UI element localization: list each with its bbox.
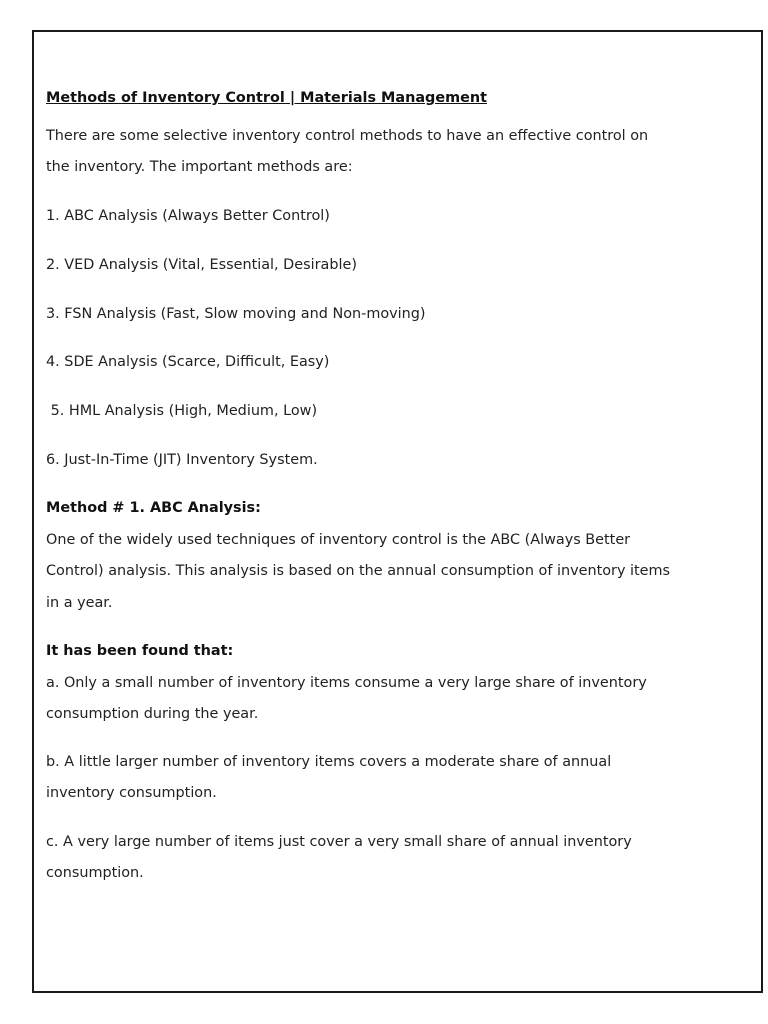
- finding-b-line-1: b. A little larger number of inventory items covers a moderate share of annual: [46, 754, 612, 770]
- page-title: Methods of Inventory Control | Materials Management: [46, 90, 487, 106]
- finding-a-line-2: consumption during the year.: [46, 706, 259, 722]
- intro-line-2: the inventory. The important methods are:: [46, 159, 353, 175]
- finding-c-line-2: consumption.: [46, 865, 144, 881]
- method-item-5: 5. HML Analysis (High, Medium, Low): [46, 403, 318, 419]
- method-item-3: 3. FSN Analysis (Fast, Slow moving and Non-moving): [46, 306, 426, 322]
- method-item-4: 4. SDE Analysis (Scarce, Difficult, Easy): [46, 354, 330, 370]
- method-item-6: 6. Just-In-Time (JIT) Inventory System.: [46, 452, 318, 468]
- finding-c-line-1: c. A very large number of items just cover a very small share of annual inventory: [46, 834, 632, 850]
- findings-heading: It has been found that:: [46, 643, 234, 659]
- method-item-1: 1. ABC Analysis (Always Better Control): [46, 208, 330, 224]
- section-body-line-1: One of the widely used techniques of inventory control is the ABC (Always Better: [46, 532, 631, 548]
- section-heading: Method # 1. ABC Analysis:: [46, 500, 261, 516]
- section-body-line-2: Control) analysis. This analysis is based on the annual consumption of inventory items: [46, 563, 671, 579]
- intro-line-1: There are some selective inventory control methods to have an effective control on: [46, 128, 649, 144]
- section-body-line-3: in a year.: [46, 595, 113, 611]
- method-item-2: 2. VED Analysis (Vital, Essential, Desirable): [46, 257, 357, 273]
- finding-a-line-1: a. Only a small number of inventory items consume a very large share of inventory: [46, 675, 647, 691]
- finding-b-line-2: inventory consumption.: [46, 785, 217, 801]
